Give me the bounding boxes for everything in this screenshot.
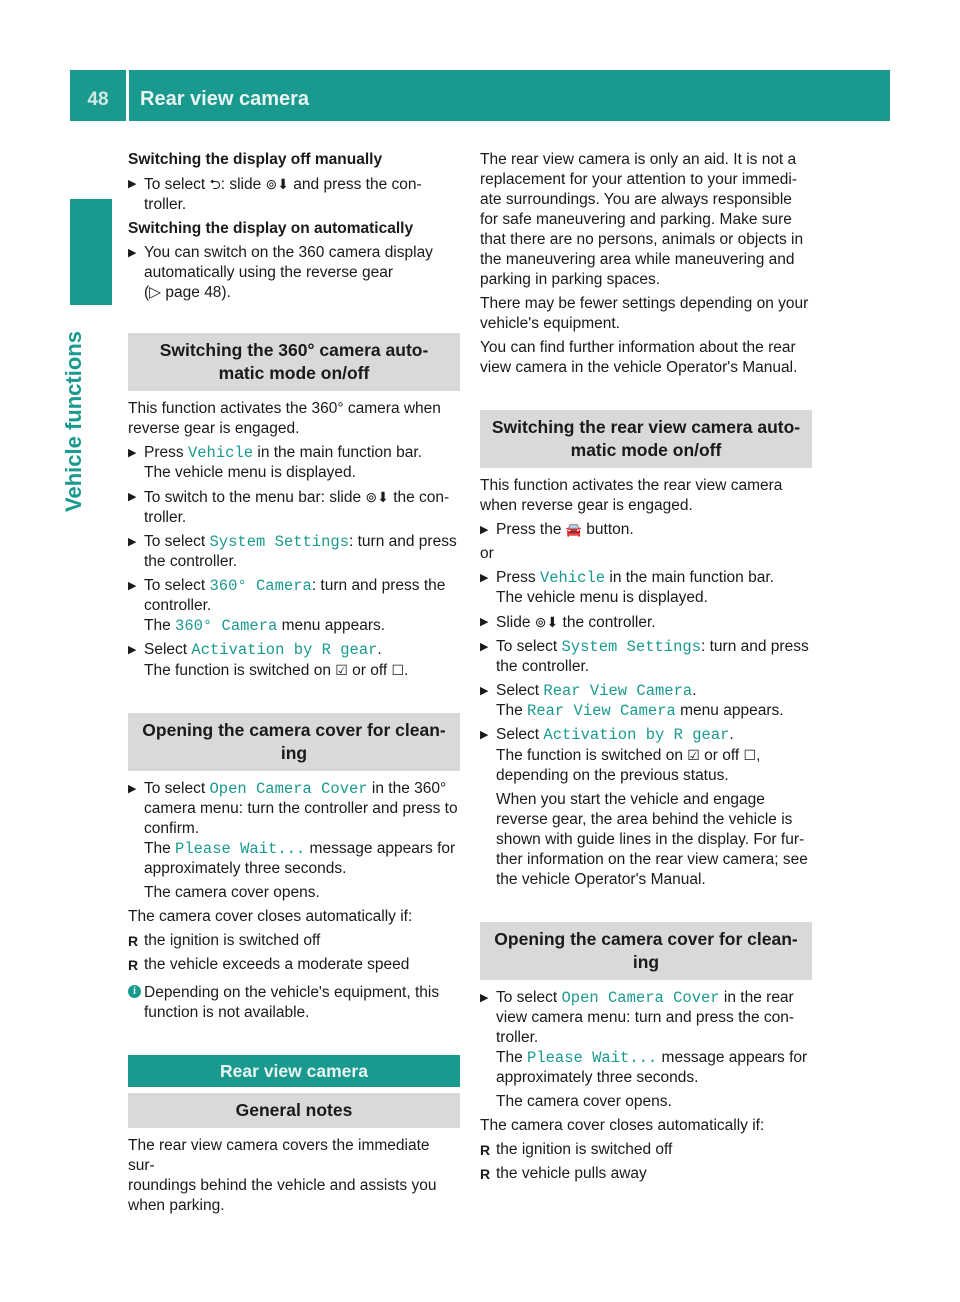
paragraph: You can find further information about the rear view camera in the vehicle Operator's Manual. xyxy=(480,339,798,376)
step-arrow-icon: ▶ xyxy=(128,247,137,259)
heading-display-off: Switching the display off manually xyxy=(128,151,383,168)
bullet-icon: R xyxy=(128,933,139,949)
bullet-icon: R xyxy=(128,957,139,973)
camera-button-icon: 🚘 xyxy=(565,522,582,537)
bullet-icon: R xyxy=(480,1142,491,1158)
page-ref-arrow-icon: ▷ xyxy=(149,284,162,301)
menu-item-system-settings: System Settings xyxy=(561,638,702,656)
info-note: i Depending on the vehicle's equipment, this function is not available. xyxy=(128,983,460,1023)
info-icon: i xyxy=(128,985,141,998)
step: ▶ You can switch on the 360 camera display automatically using the reverse gear (▷ page 48). xyxy=(128,244,433,301)
section-heading: General notes xyxy=(128,1093,460,1128)
paragraph: The camera cover closes automatically if: xyxy=(128,908,413,925)
step: ▶ To select System Settings: turn and press the controller. xyxy=(480,638,809,675)
step-arrow-icon: ▶ xyxy=(128,783,137,795)
step-arrow-icon: ▶ xyxy=(128,644,137,656)
list-item: R the ignition is switched off xyxy=(480,1141,673,1158)
checkbox-empty-icon: ☐ xyxy=(391,662,405,678)
or-label: or xyxy=(480,545,494,562)
side-section-label: Vehicle functions xyxy=(61,331,86,512)
section-heading: Switching the 360° camera auto- matic mode on/off xyxy=(128,333,460,391)
section-heading: Switching the rear view camera auto- matic mode on/off xyxy=(480,410,812,468)
menu-item-rear-view-camera: Rear View Camera xyxy=(543,682,693,700)
checkbox-checked-icon: ☑ xyxy=(335,662,348,678)
step-arrow-icon: ▶ xyxy=(128,536,137,548)
step: ▶ To select 360° Camera: turn and press the controller. The 360° Camera menu appears. xyxy=(128,577,446,635)
step: ▶ To select ⮌: slide ⊚⬇ and press the con- troller. xyxy=(128,176,422,213)
paragraph: There may be fewer settings depending on your vehicle's equipment. xyxy=(480,295,809,332)
list-item: R the vehicle exceeds a moderate speed xyxy=(128,956,410,973)
menu-item-activation-r-gear: Activation by R gear xyxy=(191,641,378,659)
list-item: R the ignition is switched off xyxy=(128,932,321,949)
step-arrow-icon: ▶ xyxy=(128,580,137,592)
step: ▶ Select Rear View Camera. The Rear View Camera menu appears. xyxy=(480,682,784,720)
list-item: R the vehicle pulls away xyxy=(480,1165,647,1182)
paragraph: The camera cover closes automatically if: xyxy=(480,1117,765,1134)
step: ▶ To select Open Camera Cover in the 360° camera menu: turn the controller and press to confirm. The Please Wait... message appears for approximately three seconds. The camera cover opens. xyxy=(128,780,458,901)
step-arrow-icon: ▶ xyxy=(480,729,489,741)
back-button-icon: ⮌ xyxy=(209,176,221,192)
step: ▶ To select System Settings: turn and press the controller. xyxy=(128,533,457,570)
heading-display-on: Switching the display on automatically xyxy=(128,220,414,237)
step-arrow-icon: ▶ xyxy=(128,491,137,503)
step: ▶ Press the 🚘 button. xyxy=(480,521,634,538)
step: ▶ Select Activation by R gear. The function is switched on ☑ or off ☐. xyxy=(128,641,409,679)
menu-item-system-settings: System Settings xyxy=(209,533,350,551)
step: ▶ Press Vehicle in the main function bar. The vehicle menu is displayed. xyxy=(480,569,774,606)
step-arrow-icon: ▶ xyxy=(480,992,489,1004)
step-arrow-icon: ▶ xyxy=(480,572,489,584)
paragraph: This function activates the rear view camera when reverse gear is engaged. xyxy=(480,477,783,514)
step: ▶ To select Open Camera Cover in the rear view camera menu: turn and press the con- troller. The Please Wait... message appears for approximately three seconds. The camera cover opens. xyxy=(480,989,808,1110)
paragraph: The rear view camera is only an aid. It is not a replacement for your attention to your immedi- ate surroundings. You are always responsible for safe maneuvering and parking. Make sure that there are no persons, animals or objects in the maneuvering area while maneuvering and parking in parking spaces. xyxy=(480,151,804,288)
step: ▶ To switch to the menu bar: slide ⊚⬇ the con- troller. xyxy=(128,489,450,526)
menu-item-open-camera-cover: Open Camera Cover xyxy=(561,989,720,1007)
step-arrow-icon: ▶ xyxy=(480,616,489,628)
bullet-icon: R xyxy=(480,1166,491,1182)
controller-slide-icon: ⊚⬇ xyxy=(265,176,289,192)
checkbox-checked-icon: ☑ xyxy=(687,747,700,763)
paragraph: This function activates the 360° camera when reverse gear is engaged. xyxy=(128,400,441,437)
right-column xyxy=(480,150,812,1188)
page-title: Rear view camera xyxy=(140,88,310,110)
checkbox-empty-icon: ☐ xyxy=(743,747,757,763)
menu-item-vehicle: Vehicle xyxy=(539,569,606,587)
step-arrow-icon: ▶ xyxy=(480,641,489,653)
step: ▶ Select Activation by R gear. The function is switched on ☑ or off ☐, depending on the previous status. When you start the vehicle and engage reverse gear, the area behind the vehicle is shown with guide lines in the display. For fur- ther information on the rear view camera; see the vehicle Operator's Manual. xyxy=(480,726,808,888)
left-column xyxy=(128,150,460,1220)
message-please-wait: Please Wait... xyxy=(175,840,306,858)
paragraph: The rear view camera covers the immediate sur- roundings behind the vehicle and assists you when parking. xyxy=(128,1137,437,1214)
step-arrow-icon: ▶ xyxy=(480,685,489,697)
step-arrow-icon: ▶ xyxy=(128,447,137,459)
header-divider xyxy=(126,70,129,121)
message-please-wait: Please Wait... xyxy=(527,1049,658,1067)
chapter-heading: Rear view camera xyxy=(128,1055,460,1087)
menu-item-activation-r-gear: Activation by R gear xyxy=(543,726,730,744)
page-number: 48 xyxy=(87,89,109,110)
step: ▶ Slide ⊚⬇ the controller. xyxy=(480,614,656,631)
controller-slide-icon: ⊚⬇ xyxy=(534,614,559,630)
menu-item-open-camera-cover: Open Camera Cover xyxy=(209,780,368,798)
section-heading: Opening the camera cover for clean- ing xyxy=(128,713,460,771)
section-heading: Opening the camera cover for clean- ing xyxy=(480,922,812,980)
step-arrow-icon: ▶ xyxy=(128,178,137,190)
step-arrow-icon: ▶ xyxy=(480,524,489,536)
controller-slide-icon: ⊚⬇ xyxy=(365,489,389,505)
step: ▶ Press Vehicle in the main function bar. The vehicle menu is displayed. xyxy=(128,444,422,481)
menu-item-360-camera: 360° Camera xyxy=(209,577,312,595)
menu-item-vehicle: Vehicle xyxy=(187,444,254,462)
